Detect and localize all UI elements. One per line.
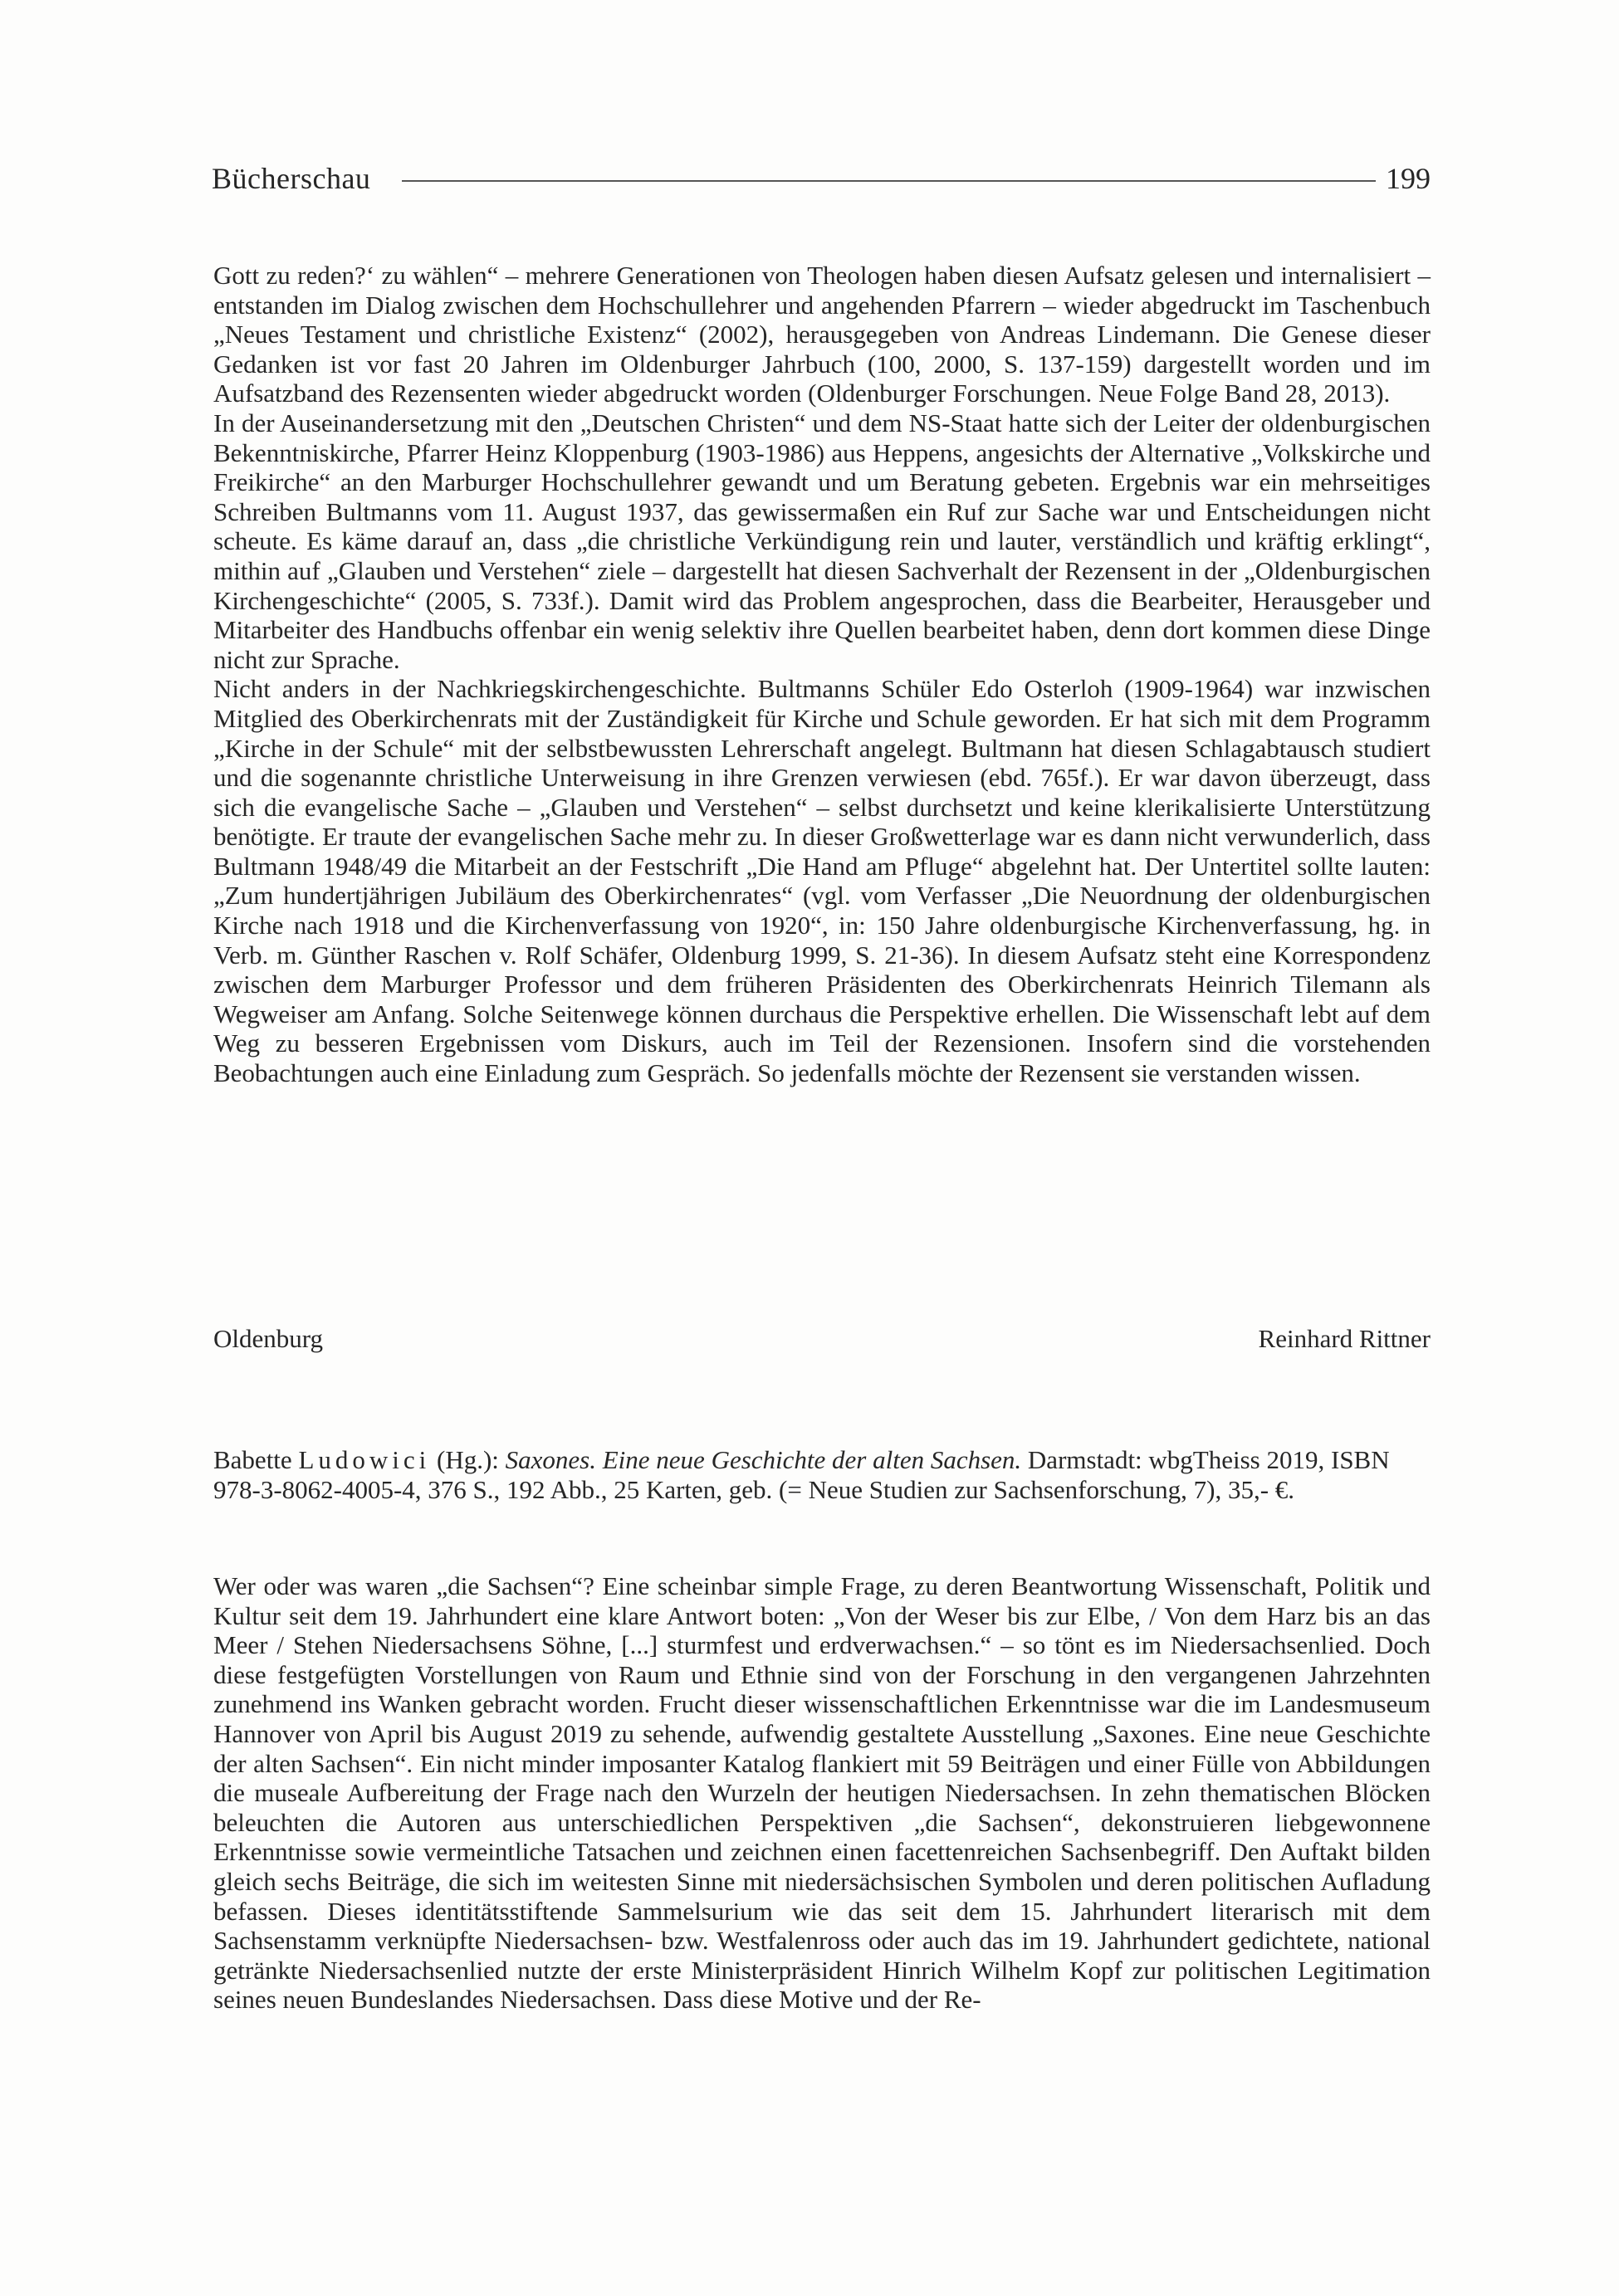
header-rule — [402, 180, 1376, 182]
running-header-title: Bücherschau — [212, 162, 371, 195]
review-1-signature — [213, 1324, 1431, 1354]
review-2-editor-last-name: Ludowici — [298, 1445, 431, 1474]
review-2-paragraph: Wer oder was waren „die Sachsen“? Eine scheinbar simple Frage, zu deren Beantwortung Wissenschaft, Politik und Kultur seit dem 19. Jahrhundert eine klare Antwort boten: „Von der Weser bis zur Elbe, / Von dem Harz bis an das Meer / Stehen Niedersachsens Söhne, [...] sturmfest und erdverwachsen.“ – so tönt es im Niedersachsenlied. Doch diese festgefügten Vorstellungen von Raum und Ethnie sind von der Forschung in den vergangenen Jahrzehnten zunehmend ins Wanken gebracht worden. Frucht dieser wissenschaftlichen Erkenntnisse war die im Landesmuseum Hannover von April bis August 2019 zu sehende, aufwendig gestaltete Ausstellung „Saxones. Eine neue Geschichte der alten Sachsen“. Ein nicht minder imposanter Katalog flankiert mit 59 Beiträgen und einer Fülle von Abbildungen die museale Aufbereitung der Frage nach den Wurzeln der heutigen Niedersachsen. In zehn thematischen Blöcken beleuchten die Autoren aus unterschiedlichen Perspektiven „die Sachsen“, dekonstruieren liebgewonnene Erkenntnisse sowie vermeintliche Tatsachen und zeichnen einen facettenreichen Sachsenbegriff. Den Auftakt bilden gleich sechs Beiträge, die sich im weitesten Sinne mit niedersächsischen Symbolen und deren politischen Aufladung befassen. Dieses identitätsstiftende Sammelsurium wie das seit dem 15. Jahrhundert literarisch mit dem Sachsenstamm verknüpfte Niedersachsen- bzw. Westfalenross oder auch das im 19. Jahrhundert gedichtete, national getränkte Niedersachsenlied nutzte der erste Ministerpräsident Hinrich Wilhelm Kopf zur politischen Legitimation seines neuen Bundeslandes Niedersachsen. Dass diese Motive und der Re- — [213, 1571, 1431, 2015]
review-2-editor-first-name: Babette — [213, 1445, 292, 1474]
running-header — [212, 156, 1431, 201]
review-2-publication-details: Darmstadt: wbgTheiss 2019, ISBN 978-3-8062-4005-4, 376 S., 192 Abb., 25 Karten, geb. (= Neue Studien zur Sachsenforschung, 7), 35,- €. — [213, 1445, 1390, 1504]
review-2-book-title: Saxones. Eine neue Geschichte der alten Sachsen. — [505, 1445, 1022, 1474]
review-1-paragraph: Gott zu reden?‘ zu wählen“ – mehrere Generationen von Theologen haben diesen Aufsatz gelesen und internalisiert – entstanden im Dialog zwischen dem Hochschullehrer und angehenden Pfarrern – wieder abgedruckt im Taschenbuch „Neues Testament und christliche Existenz“ (2002), herausgegeben von Andreas Lindemann. Die Genese dieser Gedanken ist vor fast 20 Jahren im Oldenburger Jahrbuch (100, 2000, S. 137-159) dargestellt worden und im Aufsatzband des Rezensenten wieder abgedruckt worden (Oldenburger Forschungen. Neue Folge Band 28, 2013). — [213, 261, 1431, 408]
review-1-author: Reinhard Rittner — [1258, 1324, 1431, 1353]
review-2-editor-role: (Hg.): — [437, 1445, 499, 1474]
review-1-paragraph: Nicht anders in der Nachkriegskirchengeschichte. Bultmanns Schüler Edo Osterloh (1909-1964) war inzwischen Mitglied des Oberkirchenrats mit der Zuständigkeit für Kirche und Schule geworden. Er hat sich mit dem Programm „Kirche in der Schule“ mit der selbstbewussten Lehrerschaft angelegt. Bultmann hat diesen Schlagabtausch studiert und die sogenannte christliche Unterweisung in ihre Grenzen verwiesen (ebd. 765f.). Er war davon überzeugt, dass sich die evangelische Sache – „Glauben und Verstehen“ – selbst durchsetzt und keine klerikalisierte Unterstützung benötigte. Er traute der evangelischen Sache mehr zu. In dieser Großwetterlage war es dann nicht verwunderlich, dass Bultmann 1948/49 die Mitarbeit an der Festschrift „Die Hand am Pfluge“ abgelehnt hat. Der Untertitel sollte lauten: „Zum hundertjährigen Jubiläum des Oberkirchenrates“ (vgl. vom Verfasser „Die Neuordnung der oldenburgischen Kirche nach 1918 und die Kirchenverfassung von 1920“, in: 150 Jahre oldenburgische Kirchenverfassung, hg. in Verb. m. Günther Raschen v. Rolf Schäfer, Oldenburg 1999, S. 21-36). In diesem Aufsatz steht eine Korrespondenz zwischen dem Marburger Professor und dem früheren Präsidenten des Oberkirchenrats Heinrich Tilemann als Wegweiser am Anfang. Solche Seitenwege können durchaus die Perspektive erhellen. Die Wissenschaft lebt auf dem Weg zu besseren Ergebnissen vom Diskurs, auch im Teil der Rezensionen. Insofern sind die vorstehenden Beobachtungen auch eine Einladung zum Gespräch. So jedenfalls möchte der Rezensent sie verstanden wissen. — [213, 674, 1431, 1088]
review-1-place: Oldenburg — [213, 1324, 324, 1353]
review-1-paragraph: In der Auseinandersetzung mit den „Deutschen Christen“ und dem NS-Staat hatte sich der Leiter der oldenburgischen Bekenntniskirche, Pfarrer Heinz Kloppenburg (1903-1986) aus Heppens, angesichts der Alternative „Volkskirche und Freikirche“ an den Marburger Hochschullehrer gewandt und um Beratung gebeten. Ergebnis war ein mehrseitiges Schreiben Bultmanns vom 11. August 1937, das gewissermaßen ein Ruf zur Sache war und Entscheidungen nicht scheute. Es käme darauf an, dass „die christliche Verkündigung rein und lauter, verständlich und kräftig erklingt“, mithin auf „Glauben und Verstehen“ ziele – dargestellt hat diesen Sachverhalt der Rezensent in der „Oldenburgischen Kirchengeschichte“ (2005, S. 733f.). Damit wird das Problem angesprochen, dass die Bearbeiter, Herausgeber und Mitarbeiter des Handbuchs offenbar ein wenig selektiv ihre Quellen bearbeitet haben, denn dort kommen diese Dinge nicht zur Sprache. — [213, 408, 1431, 674]
review-1-body — [213, 261, 1431, 1088]
review-2-body — [213, 1571, 1431, 2015]
page-number: 199 — [1386, 162, 1431, 195]
review-2-bibliography — [213, 1445, 1431, 1504]
